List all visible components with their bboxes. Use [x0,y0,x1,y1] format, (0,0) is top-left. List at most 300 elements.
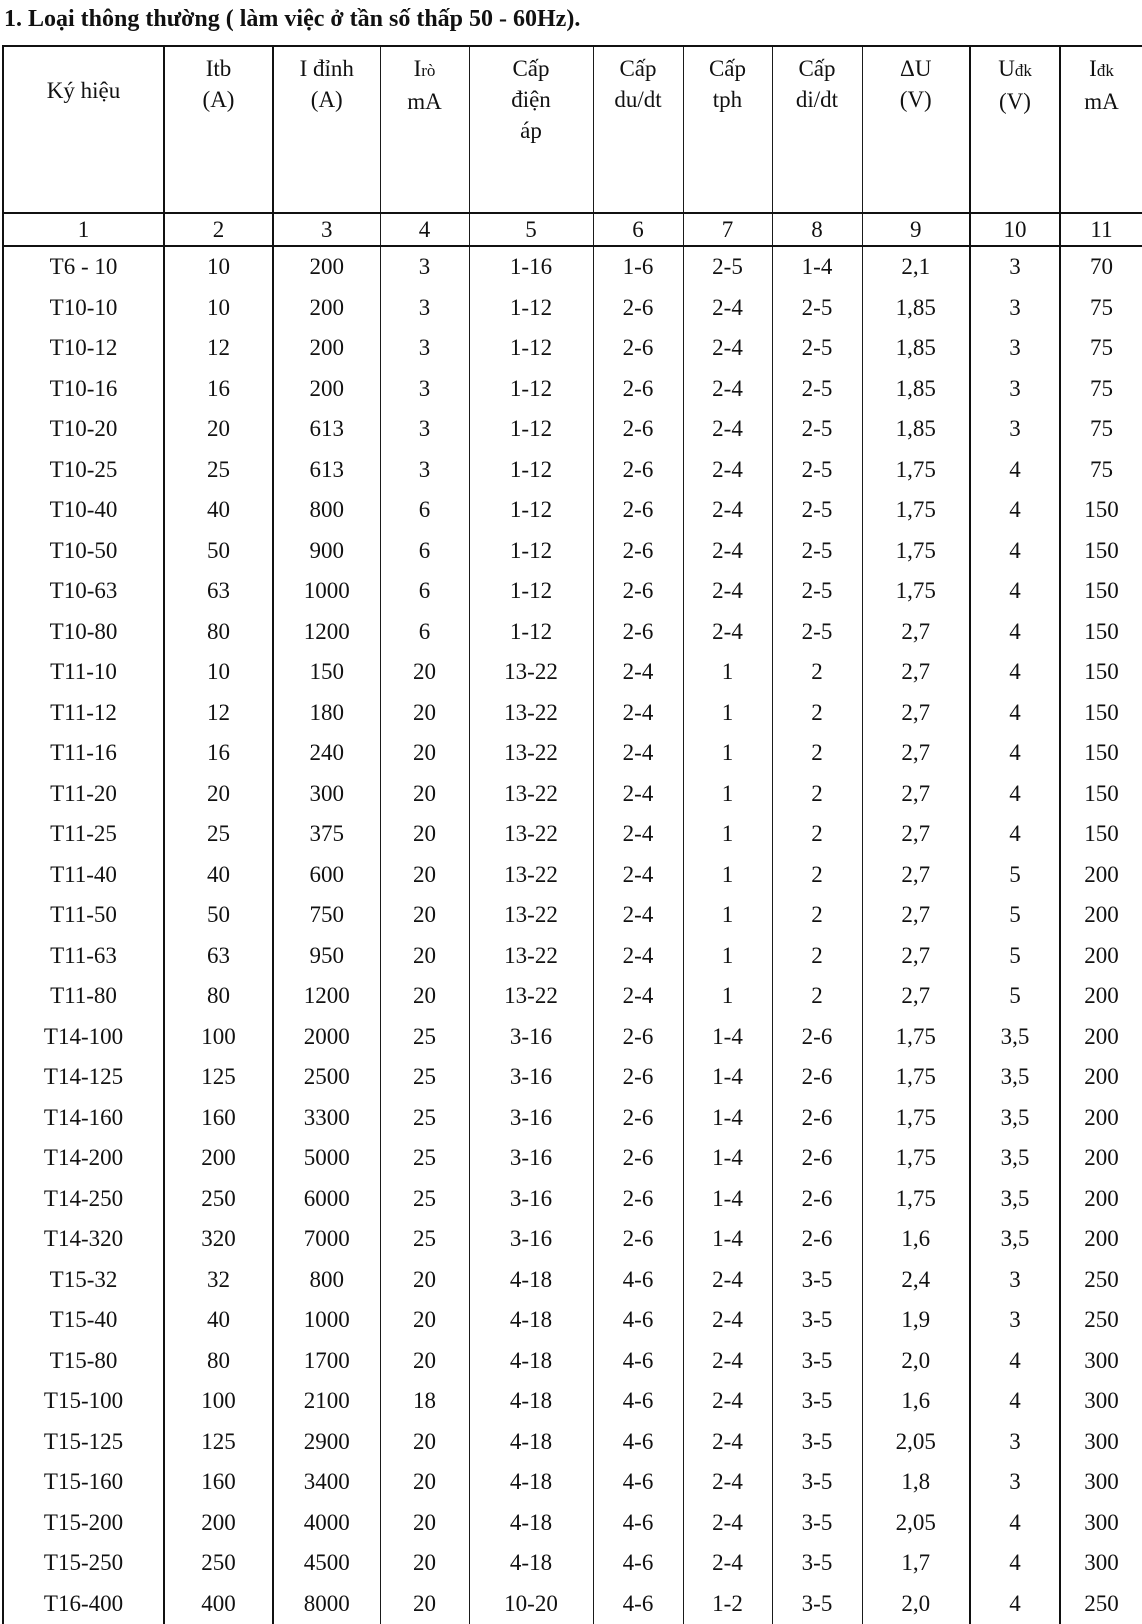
cell-ky-hieu: T11-10 [3,652,164,693]
cell-cap-tph: 2-4 [683,369,772,410]
cell-cap-du-dt: 4-6 [593,1462,683,1503]
cell-cap-tph: 2-4 [683,450,772,491]
cell-cap-tph: 1 [683,976,772,1017]
cell-i-dinh: 200 [273,288,380,329]
cell-cap-du-dt: 1-6 [593,246,683,288]
cell-cap-tph: 2-4 [683,1422,772,1463]
cell-itb: 40 [164,1300,273,1341]
cell-cap-di-dt: 2-5 [772,612,862,653]
cell-i-ro: 20 [380,814,469,855]
cell-cap-tph: 1 [683,814,772,855]
cell-u-dk: 5 [970,855,1060,896]
cell-i-ro: 18 [380,1381,469,1422]
cell-cap-di-dt: 2 [772,774,862,815]
column-number: 4 [380,213,469,246]
cell-cap-dien-ap: 10-20 [469,1584,593,1624]
table-row [3,246,1142,288]
cell-cap-dien-ap: 1-12 [469,612,593,653]
cell-cap-tph: 2-4 [683,571,772,612]
cell-cap-tph: 1 [683,936,772,977]
cell-ky-hieu: T11-25 [3,814,164,855]
cell-i-dinh: 1000 [273,571,380,612]
cell-cap-dien-ap: 13-22 [469,976,593,1017]
cell-ky-hieu: T11-50 [3,895,164,936]
cell-cap-dien-ap: 4-18 [469,1381,593,1422]
header-delta-u-unit: (V) [863,84,970,115]
cell-cap-dien-ap: 13-22 [469,814,593,855]
cell-delta-u: 2,0 [862,1584,970,1624]
cell-cap-du-dt: 2-6 [593,1098,683,1139]
header-cap-dien-ap-l1: Cấp [470,53,593,84]
cell-cap-di-dt: 2-5 [772,409,862,450]
cell-ky-hieu: T15-80 [3,1341,164,1382]
cell-cap-di-dt: 3-5 [772,1381,862,1422]
cell-cap-dien-ap: 3-16 [469,1057,593,1098]
cell-cap-dien-ap: 4-18 [469,1462,593,1503]
cell-i-dinh: 7000 [273,1219,380,1260]
cell-u-dk: 4 [970,1503,1060,1544]
header-i-ro-label [381,53,469,86]
cell-i-ro: 6 [380,612,469,653]
cell-cap-di-dt: 2-5 [772,328,862,369]
cell-cap-dien-ap: 13-22 [469,936,593,977]
column-number-row [3,213,1142,246]
header-i-dinh-sub: đỉnh [313,56,354,81]
cell-cap-dien-ap: 13-22 [469,855,593,896]
cell-ky-hieu: T14-125 [3,1057,164,1098]
cell-delta-u: 1,75 [862,1098,970,1139]
cell-i-dk: 200 [1060,1017,1142,1058]
cell-i-ro: 25 [380,1017,469,1058]
cell-itb: 250 [164,1179,273,1220]
cell-i-dinh: 8000 [273,1584,380,1624]
cell-i-dk: 300 [1060,1503,1142,1544]
table-row [3,490,1142,531]
cell-delta-u: 2,7 [862,895,970,936]
cell-u-dk: 3,5 [970,1017,1060,1058]
cell-cap-tph: 2-4 [683,1543,772,1584]
cell-cap-dien-ap: 13-22 [469,895,593,936]
cell-ky-hieu: T10-12 [3,328,164,369]
cell-i-dinh: 613 [273,409,380,450]
header-u-dk-label [971,53,1059,86]
cell-cap-du-dt: 2-6 [593,531,683,572]
table-row [3,1179,1142,1220]
cell-itb: 160 [164,1098,273,1139]
cell-i-dk: 200 [1060,1179,1142,1220]
table-row [3,1381,1142,1422]
cell-u-dk: 4 [970,693,1060,734]
cell-cap-tph: 2-4 [683,288,772,329]
table-row [3,733,1142,774]
header-cap-tph-l1: Cấp [684,53,772,84]
cell-delta-u: 2,7 [862,976,970,1017]
cell-cap-tph: 2-4 [683,1503,772,1544]
cell-i-ro: 3 [380,369,469,410]
header-row [3,46,1142,213]
table-row [3,1219,1142,1260]
cell-i-ro: 20 [380,1462,469,1503]
table-row [3,855,1142,896]
cell-delta-u: 2,05 [862,1503,970,1544]
cell-itb: 10 [164,652,273,693]
cell-i-dinh: 2900 [273,1422,380,1463]
cell-i-dinh: 900 [273,531,380,572]
table-row [3,1098,1142,1139]
cell-cap-du-dt: 2-4 [593,693,683,734]
cell-cap-tph: 1-4 [683,1017,772,1058]
page-title: 1. Loại thông thường ( làm việc ở tần số thấp 50 - 60Hz). [4,4,580,34]
table-row [3,1462,1142,1503]
cell-cap-du-dt: 2-6 [593,288,683,329]
cell-delta-u: 2,7 [862,693,970,734]
cell-i-ro: 25 [380,1179,469,1220]
header-u-dk-sub: đk [1015,61,1032,80]
cell-i-dinh: 600 [273,855,380,896]
cell-cap-du-dt: 2-4 [593,733,683,774]
cell-i-dinh: 750 [273,895,380,936]
cell-cap-du-dt: 4-6 [593,1503,683,1544]
cell-i-dk: 250 [1060,1584,1142,1624]
cell-cap-du-dt: 4-6 [593,1300,683,1341]
header-cap-du-dt [593,46,683,213]
cell-itb: 200 [164,1503,273,1544]
cell-cap-di-dt: 2 [772,814,862,855]
cell-cap-du-dt: 2-4 [593,774,683,815]
cell-ky-hieu: T15-200 [3,1503,164,1544]
cell-delta-u: 2,1 [862,246,970,288]
cell-u-dk: 3 [970,328,1060,369]
cell-delta-u: 2,7 [862,855,970,896]
column-number: 1 [3,213,164,246]
cell-cap-tph: 1-4 [683,1179,772,1220]
cell-u-dk: 4 [970,1341,1060,1382]
cell-delta-u: 1,85 [862,328,970,369]
cell-itb: 160 [164,1462,273,1503]
cell-cap-dien-ap: 13-22 [469,774,593,815]
cell-cap-du-dt: 2-6 [593,328,683,369]
cell-delta-u: 1,85 [862,409,970,450]
cell-ky-hieu: T11-80 [3,976,164,1017]
cell-cap-tph: 1 [683,652,772,693]
cell-i-dinh: 950 [273,936,380,977]
cell-cap-di-dt: 2-5 [772,531,862,572]
table-row [3,1341,1142,1382]
cell-cap-di-dt: 2 [772,895,862,936]
cell-i-dinh: 2000 [273,1017,380,1058]
cell-ky-hieu: T11-12 [3,693,164,734]
cell-delta-u: 2,4 [862,1260,970,1301]
cell-i-ro: 6 [380,571,469,612]
cell-cap-tph: 2-4 [683,1462,772,1503]
cell-cap-di-dt: 2-6 [772,1219,862,1260]
cell-i-ro: 20 [380,855,469,896]
cell-i-dinh: 4500 [273,1543,380,1584]
cell-cap-du-dt: 2-6 [593,1017,683,1058]
cell-cap-du-dt: 2-6 [593,409,683,450]
spec-table-container [2,45,1142,1624]
cell-i-dk: 200 [1060,1057,1142,1098]
cell-i-dk: 300 [1060,1543,1142,1584]
cell-cap-dien-ap: 4-18 [469,1422,593,1463]
cell-cap-du-dt: 2-4 [593,652,683,693]
cell-cap-tph: 2-4 [683,1300,772,1341]
cell-itb: 63 [164,571,273,612]
cell-itb: 50 [164,895,273,936]
cell-ky-hieu: T10-80 [3,612,164,653]
header-i-ro [380,46,469,213]
table-row [3,1422,1142,1463]
cell-cap-tph: 2-4 [683,1381,772,1422]
cell-cap-du-dt: 2-4 [593,936,683,977]
cell-cap-du-dt: 2-6 [593,612,683,653]
cell-i-ro: 3 [380,409,469,450]
cell-i-dk: 200 [1060,976,1142,1017]
cell-cap-di-dt: 2 [772,976,862,1017]
cell-u-dk: 3 [970,1300,1060,1341]
cell-i-dinh: 1700 [273,1341,380,1382]
cell-cap-di-dt: 3-5 [772,1503,862,1544]
cell-i-dinh: 2500 [273,1057,380,1098]
table-row [3,774,1142,815]
table-row [3,895,1142,936]
cell-itb: 400 [164,1584,273,1624]
table-row [3,369,1142,410]
cell-cap-di-dt: 2 [772,652,862,693]
cell-cap-di-dt: 2-6 [772,1057,862,1098]
table-row [3,652,1142,693]
cell-i-dk: 250 [1060,1260,1142,1301]
cell-cap-tph: 2-4 [683,1341,772,1382]
cell-u-dk: 3 [970,1462,1060,1503]
column-number: 6 [593,213,683,246]
cell-cap-tph: 1 [683,693,772,734]
cell-u-dk: 3,5 [970,1219,1060,1260]
cell-i-dinh: 800 [273,1260,380,1301]
cell-u-dk: 4 [970,1584,1060,1624]
table-row [3,612,1142,653]
cell-itb: 125 [164,1057,273,1098]
cell-i-ro: 20 [380,774,469,815]
header-itb-unit: (A) [165,84,272,115]
cell-i-ro: 20 [380,1300,469,1341]
cell-cap-tph: 1 [683,895,772,936]
cell-cap-di-dt: 2 [772,936,862,977]
cell-u-dk: 5 [970,895,1060,936]
table-row [3,1057,1142,1098]
cell-i-dk: 150 [1060,693,1142,734]
cell-ky-hieu: T10-63 [3,571,164,612]
cell-cap-di-dt: 2-6 [772,1138,862,1179]
cell-u-dk: 4 [970,1543,1060,1584]
header-itb-label: Itb [165,53,272,84]
cell-u-dk: 4 [970,1381,1060,1422]
cell-delta-u: 2,05 [862,1422,970,1463]
cell-ky-hieu: T15-40 [3,1300,164,1341]
cell-cap-tph: 1-2 [683,1584,772,1624]
table-row [3,571,1142,612]
cell-i-dk: 200 [1060,895,1142,936]
cell-cap-du-dt: 2-6 [593,1138,683,1179]
cell-ky-hieu: T11-16 [3,733,164,774]
cell-delta-u: 1,75 [862,1017,970,1058]
cell-i-dinh: 3300 [273,1098,380,1139]
cell-i-ro: 20 [380,1341,469,1382]
header-i-dk-sub: đk [1097,61,1114,80]
cell-cap-tph: 1-4 [683,1219,772,1260]
cell-u-dk: 4 [970,571,1060,612]
cell-cap-di-dt: 3-5 [772,1584,862,1624]
cell-itb: 80 [164,976,273,1017]
cell-itb: 80 [164,1341,273,1382]
cell-cap-du-dt: 4-6 [593,1260,683,1301]
header-u-dk-main: U [998,56,1015,81]
cell-i-dk: 150 [1060,774,1142,815]
cell-i-dinh: 4000 [273,1503,380,1544]
cell-delta-u: 1,6 [862,1219,970,1260]
cell-i-dinh: 150 [273,652,380,693]
cell-cap-tph: 2-4 [683,328,772,369]
cell-cap-dien-ap: 13-22 [469,733,593,774]
cell-itb: 10 [164,246,273,288]
cell-u-dk: 3,5 [970,1057,1060,1098]
cell-cap-di-dt: 1-4 [772,246,862,288]
cell-i-ro: 25 [380,1057,469,1098]
table-row [3,531,1142,572]
cell-i-dk: 75 [1060,288,1142,329]
cell-cap-du-dt: 4-6 [593,1341,683,1382]
cell-i-dinh: 6000 [273,1179,380,1220]
cell-itb: 25 [164,450,273,491]
cell-delta-u: 1,75 [862,531,970,572]
cell-u-dk: 5 [970,936,1060,977]
cell-i-dinh: 200 [273,328,380,369]
cell-cap-tph: 1-4 [683,1138,772,1179]
table-row [3,450,1142,491]
cell-cap-dien-ap: 1-12 [469,369,593,410]
cell-cap-di-dt: 2-5 [772,450,862,491]
cell-i-dinh: 1200 [273,976,380,1017]
cell-i-ro: 20 [380,1422,469,1463]
cell-ky-hieu: T14-200 [3,1138,164,1179]
cell-ky-hieu: T10-25 [3,450,164,491]
cell-i-dk: 150 [1060,531,1142,572]
cell-cap-di-dt: 2-6 [772,1017,862,1058]
cell-cap-tph: 2-4 [683,612,772,653]
cell-i-ro: 6 [380,490,469,531]
cell-i-dinh: 300 [273,774,380,815]
cell-i-dinh: 2100 [273,1381,380,1422]
cell-cap-di-dt: 2 [772,733,862,774]
header-cap-tph [683,46,772,213]
cell-i-ro: 20 [380,1260,469,1301]
table-row [3,328,1142,369]
cell-delta-u: 2,7 [862,733,970,774]
cell-u-dk: 4 [970,652,1060,693]
cell-cap-di-dt: 2-6 [772,1179,862,1220]
cell-cap-tph: 1-4 [683,1098,772,1139]
cell-cap-du-dt: 4-6 [593,1381,683,1422]
cell-cap-du-dt: 2-6 [593,1179,683,1220]
cell-cap-di-dt: 3-5 [772,1543,862,1584]
cell-cap-du-dt: 2-6 [593,571,683,612]
header-cap-di-dt-l1: Cấp [773,53,862,84]
cell-i-dk: 300 [1060,1422,1142,1463]
header-cap-dien-ap-l3: áp [470,115,593,146]
cell-u-dk: 4 [970,531,1060,572]
cell-cap-dien-ap: 3-16 [469,1179,593,1220]
cell-i-dk: 200 [1060,936,1142,977]
header-delta-u-label: ΔU [863,53,970,84]
table-row [3,1543,1142,1584]
cell-cap-dien-ap: 3-16 [469,1017,593,1058]
cell-cap-di-dt: 3-5 [772,1422,862,1463]
cell-itb: 16 [164,733,273,774]
cell-delta-u: 1,75 [862,1057,970,1098]
cell-ky-hieu: T10-16 [3,369,164,410]
cell-delta-u: 2,0 [862,1341,970,1382]
cell-cap-di-dt: 2-5 [772,571,862,612]
cell-ky-hieu: T6 - 10 [3,246,164,288]
cell-delta-u: 1,75 [862,490,970,531]
cell-u-dk: 3 [970,288,1060,329]
cell-u-dk: 4 [970,733,1060,774]
table-row [3,1503,1142,1544]
header-i-ro-sub: rò [421,61,435,80]
cell-cap-dien-ap: 3-16 [469,1219,593,1260]
cell-delta-u: 1,7 [862,1543,970,1584]
cell-ky-hieu: T11-40 [3,855,164,896]
cell-u-dk: 4 [970,450,1060,491]
cell-i-ro: 20 [380,733,469,774]
cell-i-ro: 6 [380,531,469,572]
cell-u-dk: 3 [970,246,1060,288]
cell-delta-u: 1,9 [862,1300,970,1341]
cell-cap-dien-ap: 4-18 [469,1503,593,1544]
cell-i-dk: 75 [1060,450,1142,491]
cell-i-dk: 150 [1060,490,1142,531]
cell-delta-u: 1,6 [862,1381,970,1422]
column-number: 8 [772,213,862,246]
cell-cap-tph: 2-4 [683,490,772,531]
cell-cap-tph: 1 [683,774,772,815]
cell-i-dk: 200 [1060,1219,1142,1260]
cell-delta-u: 2,7 [862,814,970,855]
cell-cap-di-dt: 3-5 [772,1341,862,1382]
cell-itb: 12 [164,693,273,734]
header-cap-du-dt-l2: du/dt [594,84,683,115]
table-row [3,288,1142,329]
cell-i-dinh: 200 [273,369,380,410]
table-row [3,1260,1142,1301]
cell-delta-u: 2,7 [862,936,970,977]
cell-itb: 12 [164,328,273,369]
header-i-dinh-unit: (A) [274,84,380,115]
cell-cap-di-dt: 2 [772,693,862,734]
cell-i-ro: 20 [380,895,469,936]
cell-itb: 20 [164,409,273,450]
cell-u-dk: 3 [970,1422,1060,1463]
cell-i-ro: 3 [380,450,469,491]
header-delta-u [862,46,970,213]
cell-ky-hieu: T14-320 [3,1219,164,1260]
cell-cap-tph: 1 [683,733,772,774]
cell-u-dk: 4 [970,490,1060,531]
cell-cap-du-dt: 2-4 [593,895,683,936]
table-row [3,409,1142,450]
cell-i-dk: 200 [1060,1138,1142,1179]
cell-i-dk: 300 [1060,1381,1142,1422]
